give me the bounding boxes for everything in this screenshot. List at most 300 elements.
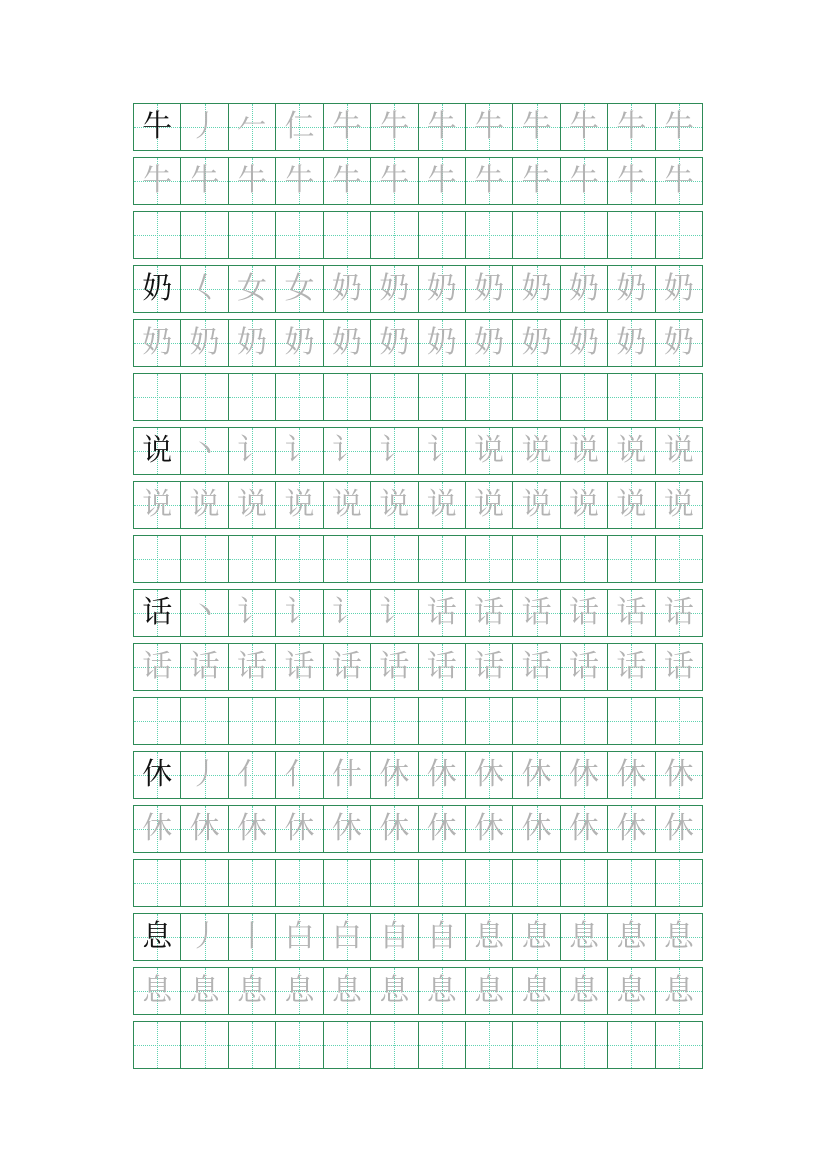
trace-cell	[419, 482, 466, 528]
blank-cell[interactable]	[419, 536, 466, 582]
blank-cell[interactable]	[181, 698, 228, 744]
model-character: 休	[142, 757, 173, 792]
trace-character: 牛	[284, 163, 315, 198]
stroke-cell	[561, 104, 608, 150]
trace-character: 奶	[474, 325, 505, 360]
stroke-cell	[181, 752, 228, 798]
stroke-cell	[656, 914, 703, 960]
stroke-cell	[419, 266, 466, 312]
stroke-step: 讠	[379, 433, 410, 468]
stroke-step: 奶	[331, 271, 362, 306]
trace-character: 奶	[237, 325, 268, 360]
trace-character: 息	[521, 973, 552, 1008]
stroke-step: 讠	[379, 595, 410, 630]
model-character: 牛	[142, 109, 173, 144]
stroke-step: 牛	[521, 109, 552, 144]
blank-cell[interactable]	[324, 374, 371, 420]
stroke-cell	[419, 752, 466, 798]
blank-cell[interactable]	[419, 212, 466, 258]
trace-cell	[371, 320, 418, 366]
trace-cell	[276, 320, 323, 366]
trace-row	[133, 643, 703, 691]
trace-cell	[134, 482, 181, 528]
trace-character: 休	[237, 811, 268, 846]
blank-cell[interactable]	[561, 860, 608, 906]
trace-cell	[229, 158, 276, 204]
trace-cell	[134, 968, 181, 1014]
stroke-step: 息	[663, 919, 694, 954]
blank-cell[interactable]	[181, 860, 228, 906]
stroke-step: 奶	[521, 271, 552, 306]
trace-character: 说	[426, 487, 457, 522]
trace-row	[133, 481, 703, 529]
stroke-cell	[656, 590, 703, 636]
trace-cell	[134, 644, 181, 690]
blank-cell[interactable]	[656, 212, 703, 258]
stroke-cell	[371, 590, 418, 636]
stroke-cell	[466, 266, 513, 312]
stroke-cell	[656, 752, 703, 798]
trace-character: 休	[474, 811, 505, 846]
trace-cell	[656, 644, 703, 690]
stroke-step: 休	[663, 757, 694, 792]
blank-cell[interactable]	[419, 698, 466, 744]
stroke-step: 说	[616, 433, 647, 468]
stroke-step: 𠂉	[237, 109, 268, 144]
stroke-step: 牛	[426, 109, 457, 144]
model-cell	[134, 590, 181, 636]
stroke-step: 讠	[331, 433, 362, 468]
trace-cell	[134, 806, 181, 852]
model-character: 息	[142, 919, 173, 954]
blank-cell[interactable]	[229, 536, 276, 582]
trace-character: 牛	[379, 163, 410, 198]
trace-cell	[276, 968, 323, 1014]
stroke-cell	[371, 104, 418, 150]
trace-character: 休	[142, 811, 173, 846]
stroke-step: 话	[474, 595, 505, 630]
trace-character: 说	[616, 487, 647, 522]
trace-character: 息	[379, 973, 410, 1008]
stroke-cell	[324, 752, 371, 798]
blank-cell[interactable]	[324, 860, 371, 906]
trace-character: 息	[189, 973, 220, 1008]
trace-character: 牛	[142, 163, 173, 198]
stroke-step: 话	[521, 595, 552, 630]
blank-cell[interactable]	[229, 1022, 276, 1068]
stroke-cell	[561, 266, 608, 312]
stroke-cell	[513, 104, 560, 150]
trace-character: 息	[616, 973, 647, 1008]
blank-cell[interactable]	[561, 374, 608, 420]
trace-cell	[276, 644, 323, 690]
trace-cell	[608, 968, 655, 1014]
practice-sheet	[133, 103, 703, 1075]
stroke-cell	[513, 752, 560, 798]
trace-character: 息	[474, 973, 505, 1008]
trace-character: 牛	[331, 163, 362, 198]
stroke-cell	[371, 266, 418, 312]
stroke-cell	[324, 590, 371, 636]
trace-character: 牛	[616, 163, 647, 198]
trace-character: 说	[331, 487, 362, 522]
trace-character: 休	[521, 811, 552, 846]
blank-cell[interactable]	[608, 536, 655, 582]
trace-cell	[466, 968, 513, 1014]
blank-cell[interactable]	[608, 1022, 655, 1068]
blank-cell[interactable]	[561, 212, 608, 258]
stroke-cell	[276, 914, 323, 960]
blank-cell[interactable]	[181, 374, 228, 420]
trace-character: 话	[474, 649, 505, 684]
trace-character: 息	[331, 973, 362, 1008]
trace-character: 话	[237, 649, 268, 684]
blank-cell[interactable]	[134, 374, 181, 420]
stroke-cell	[181, 266, 228, 312]
stroke-cell	[419, 590, 466, 636]
stroke-cell	[608, 914, 655, 960]
stroke-cell	[181, 428, 228, 474]
stroke-step: 说	[663, 433, 694, 468]
trace-character: 奶	[284, 325, 315, 360]
trace-character: 休	[331, 811, 362, 846]
stroke-order-row	[133, 103, 703, 151]
stroke-step: 奶	[663, 271, 694, 306]
trace-cell	[513, 158, 560, 204]
blank-cell[interactable]	[134, 212, 181, 258]
trace-cell	[513, 482, 560, 528]
trace-cell	[181, 968, 228, 1014]
trace-cell	[561, 644, 608, 690]
trace-cell	[656, 806, 703, 852]
stroke-cell	[656, 104, 703, 150]
trace-cell	[134, 158, 181, 204]
stroke-cell	[466, 104, 513, 150]
stroke-cell	[229, 590, 276, 636]
trace-character: 奶	[379, 325, 410, 360]
stroke-cell	[181, 104, 228, 150]
blank-cell[interactable]	[324, 212, 371, 258]
trace-character: 牛	[521, 163, 552, 198]
trace-character: 奶	[569, 325, 599, 360]
blank-cell[interactable]	[513, 1022, 560, 1068]
model-cell	[134, 266, 181, 312]
trace-character: 说	[237, 487, 268, 522]
stroke-cell	[324, 104, 371, 150]
trace-cell	[419, 968, 466, 1014]
trace-character: 牛	[426, 163, 457, 198]
trace-cell	[419, 806, 466, 852]
trace-character: 说	[663, 487, 694, 522]
stroke-step: 牛	[569, 109, 599, 144]
stroke-cell	[656, 428, 703, 474]
blank-cell[interactable]	[371, 536, 418, 582]
blank-cell[interactable]	[276, 536, 323, 582]
blank-cell[interactable]	[324, 536, 371, 582]
stroke-order-row	[133, 913, 703, 961]
trace-character: 话	[663, 649, 694, 684]
blank-cell[interactable]	[466, 536, 513, 582]
trace-character: 说	[569, 487, 599, 522]
trace-cell	[561, 968, 608, 1014]
stroke-step: 奶	[569, 271, 599, 306]
trace-cell	[324, 482, 371, 528]
blank-cell[interactable]	[134, 536, 181, 582]
trace-cell	[371, 806, 418, 852]
stroke-cell	[229, 104, 276, 150]
stroke-step: 奶	[426, 271, 457, 306]
blank-cell[interactable]	[513, 212, 560, 258]
blank-cell[interactable]	[513, 860, 560, 906]
trace-character: 话	[569, 649, 599, 684]
blank-cell[interactable]	[466, 1022, 513, 1068]
blank-cell[interactable]	[324, 1022, 371, 1068]
trace-character: 息	[237, 973, 268, 1008]
stroke-cell	[276, 428, 323, 474]
stroke-step: 讠	[284, 433, 315, 468]
stroke-cell	[608, 752, 655, 798]
trace-character: 奶	[426, 325, 457, 360]
blank-cell[interactable]	[656, 1022, 703, 1068]
blank-cell[interactable]	[229, 374, 276, 420]
blank-cell[interactable]	[466, 212, 513, 258]
blank-cell[interactable]	[181, 536, 228, 582]
trace-cell	[608, 320, 655, 366]
blank-practice-row	[133, 535, 703, 583]
trace-cell	[181, 158, 228, 204]
stroke-step: 话	[569, 595, 599, 630]
stroke-step: 丿	[189, 919, 220, 954]
blank-cell[interactable]	[561, 698, 608, 744]
trace-cell	[466, 320, 513, 366]
trace-row	[133, 805, 703, 853]
stroke-step: 丶	[189, 595, 220, 630]
stroke-step: 奶	[474, 271, 505, 306]
model-character: 奶	[142, 271, 173, 306]
stroke-step: 牛	[474, 109, 505, 144]
stroke-cell	[276, 590, 323, 636]
blank-cell[interactable]	[229, 698, 276, 744]
blank-cell[interactable]	[656, 374, 703, 420]
stroke-step: 女	[237, 271, 268, 306]
trace-character: 说	[521, 487, 552, 522]
blank-cell[interactable]	[134, 698, 181, 744]
trace-character: 休	[426, 811, 457, 846]
trace-cell	[466, 482, 513, 528]
stroke-cell	[229, 914, 276, 960]
stroke-cell	[466, 914, 513, 960]
blank-cell[interactable]	[229, 860, 276, 906]
stroke-step: 自	[379, 919, 410, 954]
trace-cell	[608, 644, 655, 690]
trace-cell	[466, 806, 513, 852]
trace-character: 奶	[142, 325, 173, 360]
stroke-step: 丨	[237, 919, 268, 954]
trace-cell	[229, 482, 276, 528]
stroke-step: 牛	[331, 109, 362, 144]
trace-cell	[656, 320, 703, 366]
model-cell	[134, 104, 181, 150]
model-cell	[134, 752, 181, 798]
stroke-cell	[229, 428, 276, 474]
stroke-step: 讠	[284, 595, 315, 630]
trace-character: 牛	[663, 163, 694, 198]
blank-cell[interactable]	[371, 374, 418, 420]
blank-cell[interactable]	[276, 212, 323, 258]
trace-cell	[371, 158, 418, 204]
blank-cell[interactable]	[466, 374, 513, 420]
trace-cell	[324, 968, 371, 1014]
trace-cell	[229, 968, 276, 1014]
stroke-cell	[419, 104, 466, 150]
stroke-cell	[466, 428, 513, 474]
trace-cell	[181, 482, 228, 528]
stroke-step: 丿	[189, 757, 220, 792]
stroke-cell	[656, 266, 703, 312]
trace-cell	[371, 968, 418, 1014]
trace-character: 话	[142, 649, 173, 684]
trace-character: 牛	[189, 163, 220, 198]
stroke-cell	[419, 914, 466, 960]
stroke-order-row	[133, 589, 703, 637]
stroke-cell	[181, 590, 228, 636]
blank-practice-row	[133, 1021, 703, 1069]
trace-character: 奶	[331, 325, 362, 360]
trace-row	[133, 157, 703, 205]
stroke-cell	[513, 590, 560, 636]
blank-cell[interactable]	[371, 1022, 418, 1068]
trace-character: 话	[521, 649, 552, 684]
stroke-step: 亻	[284, 757, 315, 792]
stroke-cell	[561, 752, 608, 798]
blank-cell[interactable]	[276, 374, 323, 420]
blank-practice-row	[133, 697, 703, 745]
blank-cell[interactable]	[181, 1022, 228, 1068]
stroke-cell	[181, 914, 228, 960]
blank-cell[interactable]	[608, 374, 655, 420]
trace-character: 休	[284, 811, 315, 846]
trace-cell	[561, 482, 608, 528]
blank-cell[interactable]	[419, 374, 466, 420]
stroke-cell	[276, 266, 323, 312]
trace-cell	[276, 158, 323, 204]
stroke-step: 休	[616, 757, 647, 792]
blank-cell[interactable]	[608, 698, 655, 744]
trace-character: 息	[284, 973, 315, 1008]
trace-character: 说	[142, 487, 173, 522]
stroke-step: 话	[663, 595, 694, 630]
blank-cell[interactable]	[371, 212, 418, 258]
stroke-step: 讠	[426, 433, 457, 468]
trace-cell	[371, 482, 418, 528]
model-cell	[134, 428, 181, 474]
blank-cell[interactable]	[656, 860, 703, 906]
stroke-step: 休	[379, 757, 410, 792]
trace-cell	[561, 320, 608, 366]
blank-cell[interactable]	[181, 212, 228, 258]
blank-cell[interactable]	[229, 212, 276, 258]
trace-cell	[419, 158, 466, 204]
blank-cell[interactable]	[371, 860, 418, 906]
blank-cell[interactable]	[656, 698, 703, 744]
trace-cell	[324, 320, 371, 366]
trace-character: 休	[616, 811, 647, 846]
trace-cell	[561, 158, 608, 204]
trace-character: 奶	[616, 325, 647, 360]
trace-character: 话	[426, 649, 457, 684]
trace-cell	[324, 806, 371, 852]
stroke-step: 牛	[663, 109, 694, 144]
blank-cell[interactable]	[324, 698, 371, 744]
blank-cell[interactable]	[608, 212, 655, 258]
blank-cell[interactable]	[466, 698, 513, 744]
stroke-cell	[513, 428, 560, 474]
blank-cell[interactable]	[656, 536, 703, 582]
trace-character: 牛	[569, 163, 599, 198]
trace-character: 休	[663, 811, 694, 846]
blank-cell[interactable]	[608, 860, 655, 906]
stroke-step: 白	[284, 919, 315, 954]
blank-cell[interactable]	[513, 536, 560, 582]
blank-cell[interactable]	[513, 698, 560, 744]
blank-cell[interactable]	[134, 860, 181, 906]
stroke-cell	[419, 428, 466, 474]
trace-character: 牛	[237, 163, 268, 198]
stroke-order-row	[133, 751, 703, 799]
blank-cell[interactable]	[419, 860, 466, 906]
stroke-order-row	[133, 427, 703, 475]
stroke-step: 休	[426, 757, 457, 792]
trace-cell	[466, 644, 513, 690]
stroke-step: 丶	[189, 433, 220, 468]
stroke-step: 话	[426, 595, 457, 630]
trace-cell	[276, 806, 323, 852]
stroke-order-row	[133, 265, 703, 313]
trace-cell	[513, 968, 560, 1014]
trace-character: 说	[284, 487, 315, 522]
blank-cell[interactable]	[419, 1022, 466, 1068]
stroke-cell	[466, 590, 513, 636]
trace-character: 息	[426, 973, 457, 1008]
blank-cell[interactable]	[276, 698, 323, 744]
blank-cell[interactable]	[561, 536, 608, 582]
stroke-step: 𡿨	[189, 271, 220, 306]
trace-character: 奶	[189, 325, 220, 360]
stroke-cell	[608, 428, 655, 474]
blank-cell[interactable]	[513, 374, 560, 420]
blank-cell[interactable]	[561, 1022, 608, 1068]
trace-cell	[229, 806, 276, 852]
stroke-cell	[513, 914, 560, 960]
model-character: 说	[142, 433, 173, 468]
stroke-cell	[324, 266, 371, 312]
stroke-step: 丿	[189, 109, 220, 144]
blank-cell[interactable]	[466, 860, 513, 906]
blank-cell[interactable]	[371, 698, 418, 744]
blank-cell[interactable]	[276, 860, 323, 906]
trace-character: 说	[189, 487, 220, 522]
trace-character: 话	[331, 649, 362, 684]
stroke-step: 牛	[379, 109, 410, 144]
trace-row	[133, 319, 703, 367]
stroke-step: 休	[521, 757, 552, 792]
stroke-cell	[276, 752, 323, 798]
trace-cell	[466, 158, 513, 204]
blank-cell[interactable]	[276, 1022, 323, 1068]
blank-cell[interactable]	[134, 1022, 181, 1068]
stroke-step: 亻	[237, 757, 268, 792]
stroke-cell	[229, 752, 276, 798]
